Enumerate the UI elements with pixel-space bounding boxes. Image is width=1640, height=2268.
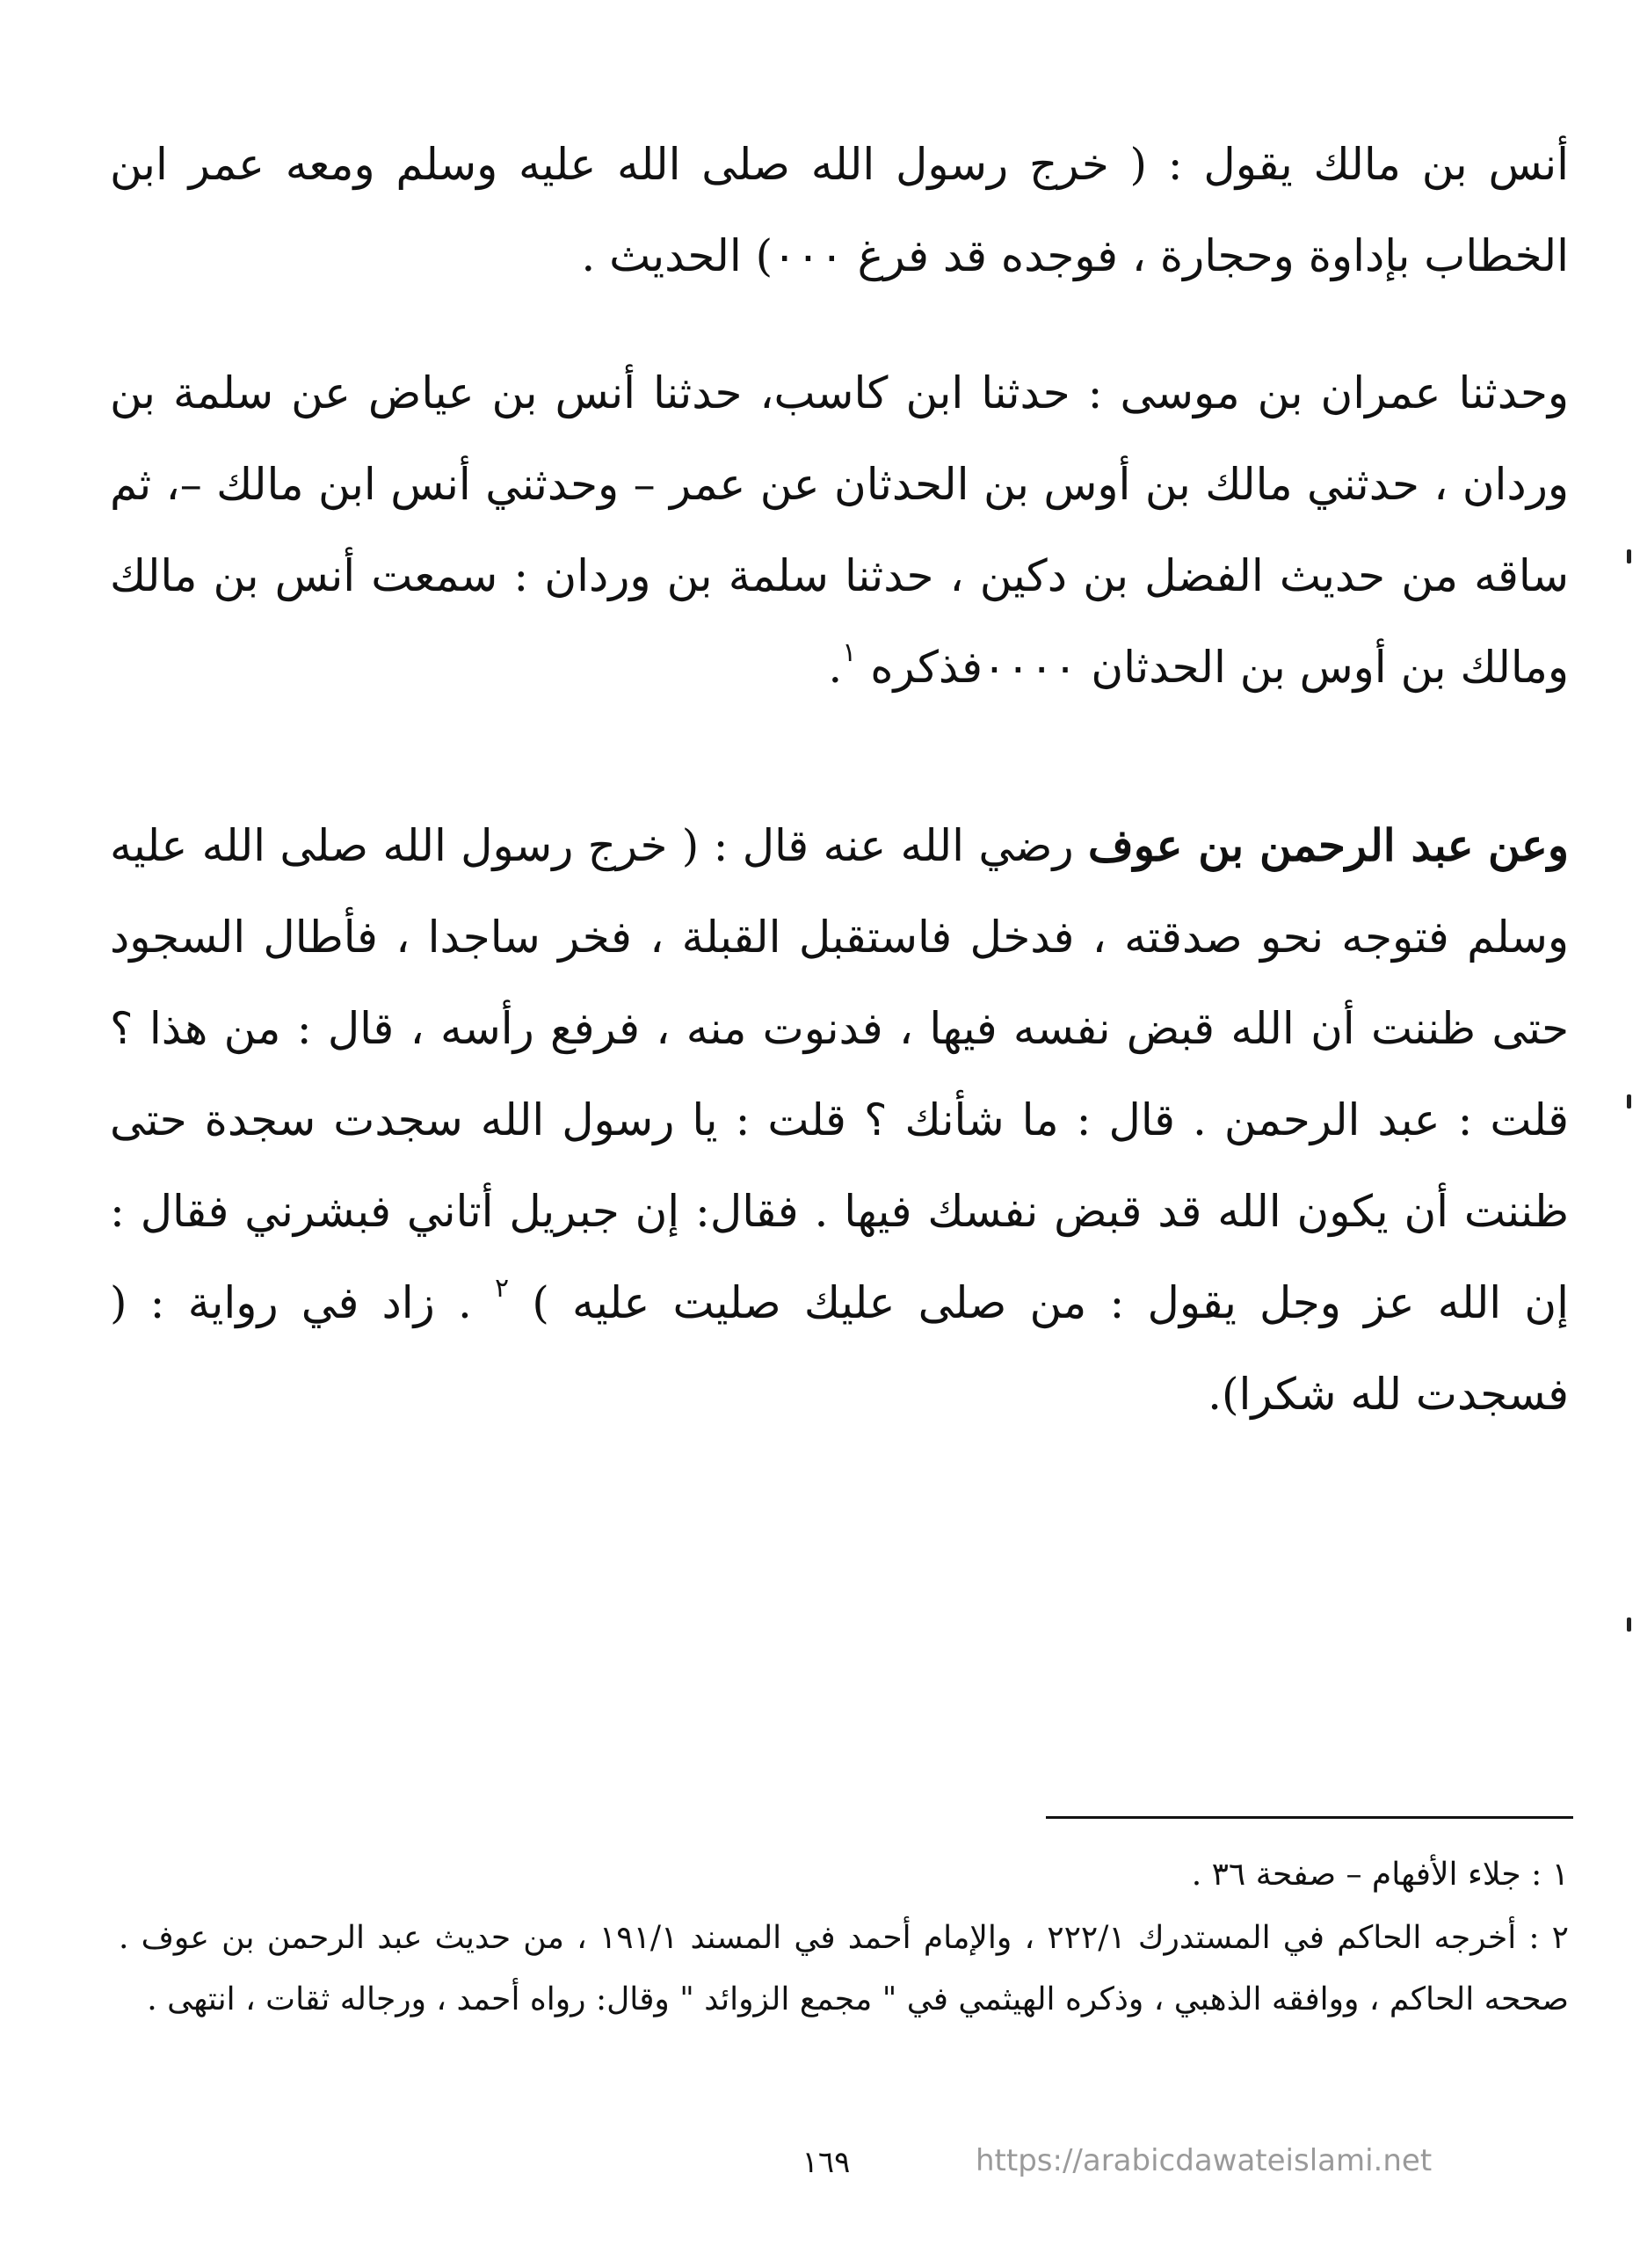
paragraph-2 [110, 347, 1569, 713]
footnote-1 [119, 1844, 1569, 1906]
footnote-1-number: ١ : [1531, 1857, 1569, 1893]
paragraph-1-text: أنس بن مالك يقول : ( خرج رسول الله صلى الله عليه وسلم ومعه عمر ابن الخطاب بإداوة وحجارة ، فوجده قد فرغ ٠٠٠) الحديث . [110, 139, 1569, 281]
footnote-1-text: جلاء الأفهام – صفحة ٣٦ . [1191, 1857, 1521, 1893]
footnote-ref-1[interactable]: ١ [842, 637, 857, 668]
paragraph-3 [110, 800, 1569, 1440]
paragraph-2-body: وحدثنا عمران بن موسى : حدثنا ابن كاسب، حدثنا أنس بن عياض عن سلمة بن وردان ، حدثني مالك بن أوس بن الحدثان عن عمر – وحدثني أنس ابن مالك –، ثم ساقه من حديث الفضل بن دكين ، حدثنا سلمة بن وردان : سمعت أنس بن مالك ومالك بن أوس بن الحدثان ٠٠٠٠فذكره [110, 367, 1569, 693]
paragraph-2-text [110, 347, 1569, 713]
footnote-ref-2[interactable]: ٢ [495, 1273, 510, 1304]
paragraph-3-body: رضي الله عنه قال : ( خرج رسول الله صلى الله عليه وسلم فتوجه نحو صدقته ، فدخل فاستقبل القبلة ، فخر ساجدا ، فأطال السجود حتى ظننت أن الله قبض نفسه فيها ، فدنوت منه ، فرفع رأسه ، قال : من هذا ؟ قلت : عبد الرحمن . قال : ما شأنك ؟ قلت : يا رسول الله سجدت سجدة حتى ظننت أن يكون الله قد قبض نفسك فيها . فقال: إن جبريل أتاني فبشرني فقال : إن الله عز وجل يقول : من صلى عليك صليت عليه ) [110, 820, 1569, 1328]
footnote-2 [119, 1908, 1569, 2031]
narrator-name: عبد الرحمن بن عوف [1087, 819, 1474, 871]
paragraph-3-tail: . زاد في رواية : ( فسجدت لله شكرا). [110, 1277, 1569, 1420]
paragraph-3-text [110, 800, 1569, 1440]
paragraph-1 [110, 119, 1569, 302]
footnote-divider [1046, 1816, 1573, 1819]
paragraph-2-end: . [828, 642, 843, 693]
paragraph-3-intro: وعن [1487, 819, 1569, 871]
margin-scan-mark [1627, 1617, 1631, 1632]
footnote-2-text: أخرجه الحاكم في المستدرك ٢٢٢/١ ، والإمام أحمد في المسند ١٩١/١ ، من حديث عبد الرحمن بن عوف . صححه الحاكم ، ووافقه الذهبي ، وذكره الهيثمي في " مجمع الزوائد " وقال: رواه أحمد ، ورجاله ثقات ، انتهى . [119, 1920, 1569, 2017]
footnote-2-number: ٢ : [1528, 1920, 1570, 1956]
watermark-url: https://arabicdawateislami.net [976, 2143, 1433, 2178]
margin-scan-mark [1627, 1094, 1631, 1109]
margin-scan-mark [1627, 549, 1631, 563]
page-number: ١٦٩ [802, 2145, 851, 2180]
